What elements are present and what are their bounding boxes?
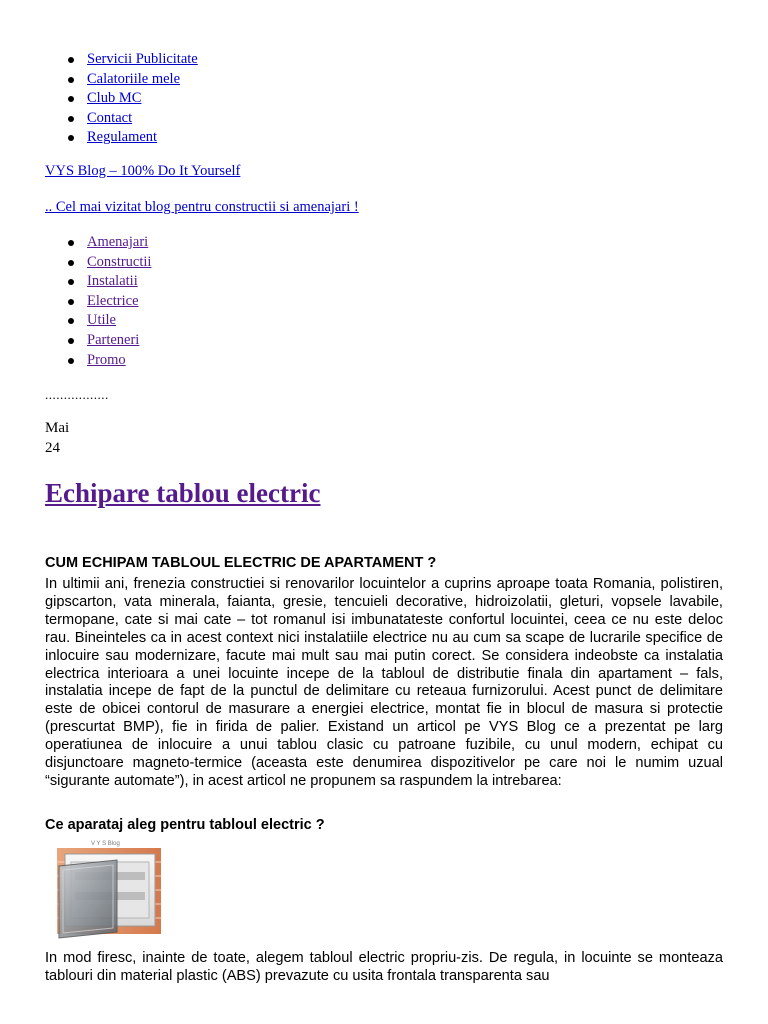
category-item-promo <box>68 351 151 371</box>
blog-tagline-link[interactable]: .. Cel mai vizitat blog pentru constructii si amenajari ! <box>45 199 359 215</box>
top-menu-link-contact[interactable]: Contact <box>87 109 133 126</box>
post-subheading: CUM ECHIPAM TABLOUL ELECTRIC DE APARTAMENT ? <box>45 555 437 571</box>
category-link-parteneri[interactable]: Parteneri <box>87 331 140 348</box>
category-link-amenajari[interactable]: Amenajari <box>87 234 149 250</box>
category-link-instalatii[interactable]: Instalatii <box>87 273 138 290</box>
top-menu-item-contact <box>68 109 198 129</box>
separator-dots: ................. <box>45 387 109 402</box>
electrical-panel-image[interactable] <box>51 836 165 940</box>
category-menu <box>68 233 151 370</box>
blog-title-link[interactable]: VYS Blog – 100% Do It Yourself <box>45 163 241 179</box>
category-item-electrice <box>68 292 151 312</box>
category-link-promo[interactable]: Promo <box>87 351 126 368</box>
category-item-amenajari <box>68 233 151 253</box>
top-menu-item-calatoriile-mele <box>68 70 198 90</box>
category-item-parteneri <box>68 331 151 351</box>
post-title <box>45 478 320 509</box>
top-menu-item-servicii-publicitate <box>68 50 198 70</box>
top-menu <box>68 50 198 148</box>
category-link-electrice[interactable]: Electrice <box>87 292 139 309</box>
top-menu-link-servicii-publicitate[interactable]: Servicii Publicitate <box>87 51 198 67</box>
post-date-day: 24 <box>45 440 60 456</box>
post-title-link[interactable]: Echipare tablou electric <box>45 478 321 508</box>
post-paragraph-3: In mod firesc, inainte de toate, alegem tabloul electric propriu-zis. De regula, in locuinte se monteaza tablouri din material plastic (ABS) prevazute cu usita frontala transparenta sau <box>45 950 723 984</box>
post-date-month: Mai <box>45 420 70 436</box>
category-item-instalatii <box>68 272 151 292</box>
post-intro-paragraph: In ultimii ani, frenezia constructiei si renovarilor locuintelor a cuprins aproape toata Romania, polistiren, gipscarton, vata minerala, faianta, gresie, tencuieli decorative, hidroizolatii, gleturi, vopsele lavabile, termopane, cate si mai cate – tot romanul isi imbunatateste confortul locuintei, ceea ce nu este deloc rau. Bineinteles ca in acest context nici instalatiile electrice nu au cum sa scape de lucrarile specifice de inlocuire sau modernizare, facute mai mult sau mai putin corect. Se considera indeobste ca instalatia electrica interioara a unei locuinte incepe de la tabloul de distributie finala din apartament – fals, instalatia incepe de fapt de la punctul de delimitare cu reteaua furnizorului. Acest punct de delimitare este de obicei contorul de masurare a energiei electrice, montat fie in blocul de masura si protectie (prescurtat BMP), fie in firida de palier. Existand un articol pe VYS Blog ce a prezentat pe larg operatiunea de inlocuire a unui tablou clasic cu patroane fuzibile, cu unul modern, echipat cu disjunctoare magneto-termice (aceasta este denumirea dispozitivelor pe care noi le numim uzual “sigurante automate”), in acest articol ne propunem sa raspundem la intrebarea: <box>45 576 723 789</box>
top-menu-item-regulament <box>68 128 198 148</box>
category-item-constructii <box>68 253 151 273</box>
electrical-panel-illustration <box>51 836 165 940</box>
top-menu-item-club-mc <box>68 89 198 109</box>
image-watermark: V Y S Blog <box>91 841 120 847</box>
top-menu-link-regulament[interactable]: Regulament <box>87 129 158 146</box>
category-link-utile[interactable]: Utile <box>87 312 116 329</box>
top-menu-link-club-mc[interactable]: Club MC <box>87 90 142 107</box>
category-item-utile <box>68 311 151 331</box>
category-link-constructii[interactable]: Constructii <box>87 253 152 270</box>
post-question-heading: Ce aparataj aleg pentru tabloul electric ? <box>45 817 325 833</box>
top-menu-link-calatoriile-mele[interactable]: Calatoriile mele <box>87 70 181 87</box>
